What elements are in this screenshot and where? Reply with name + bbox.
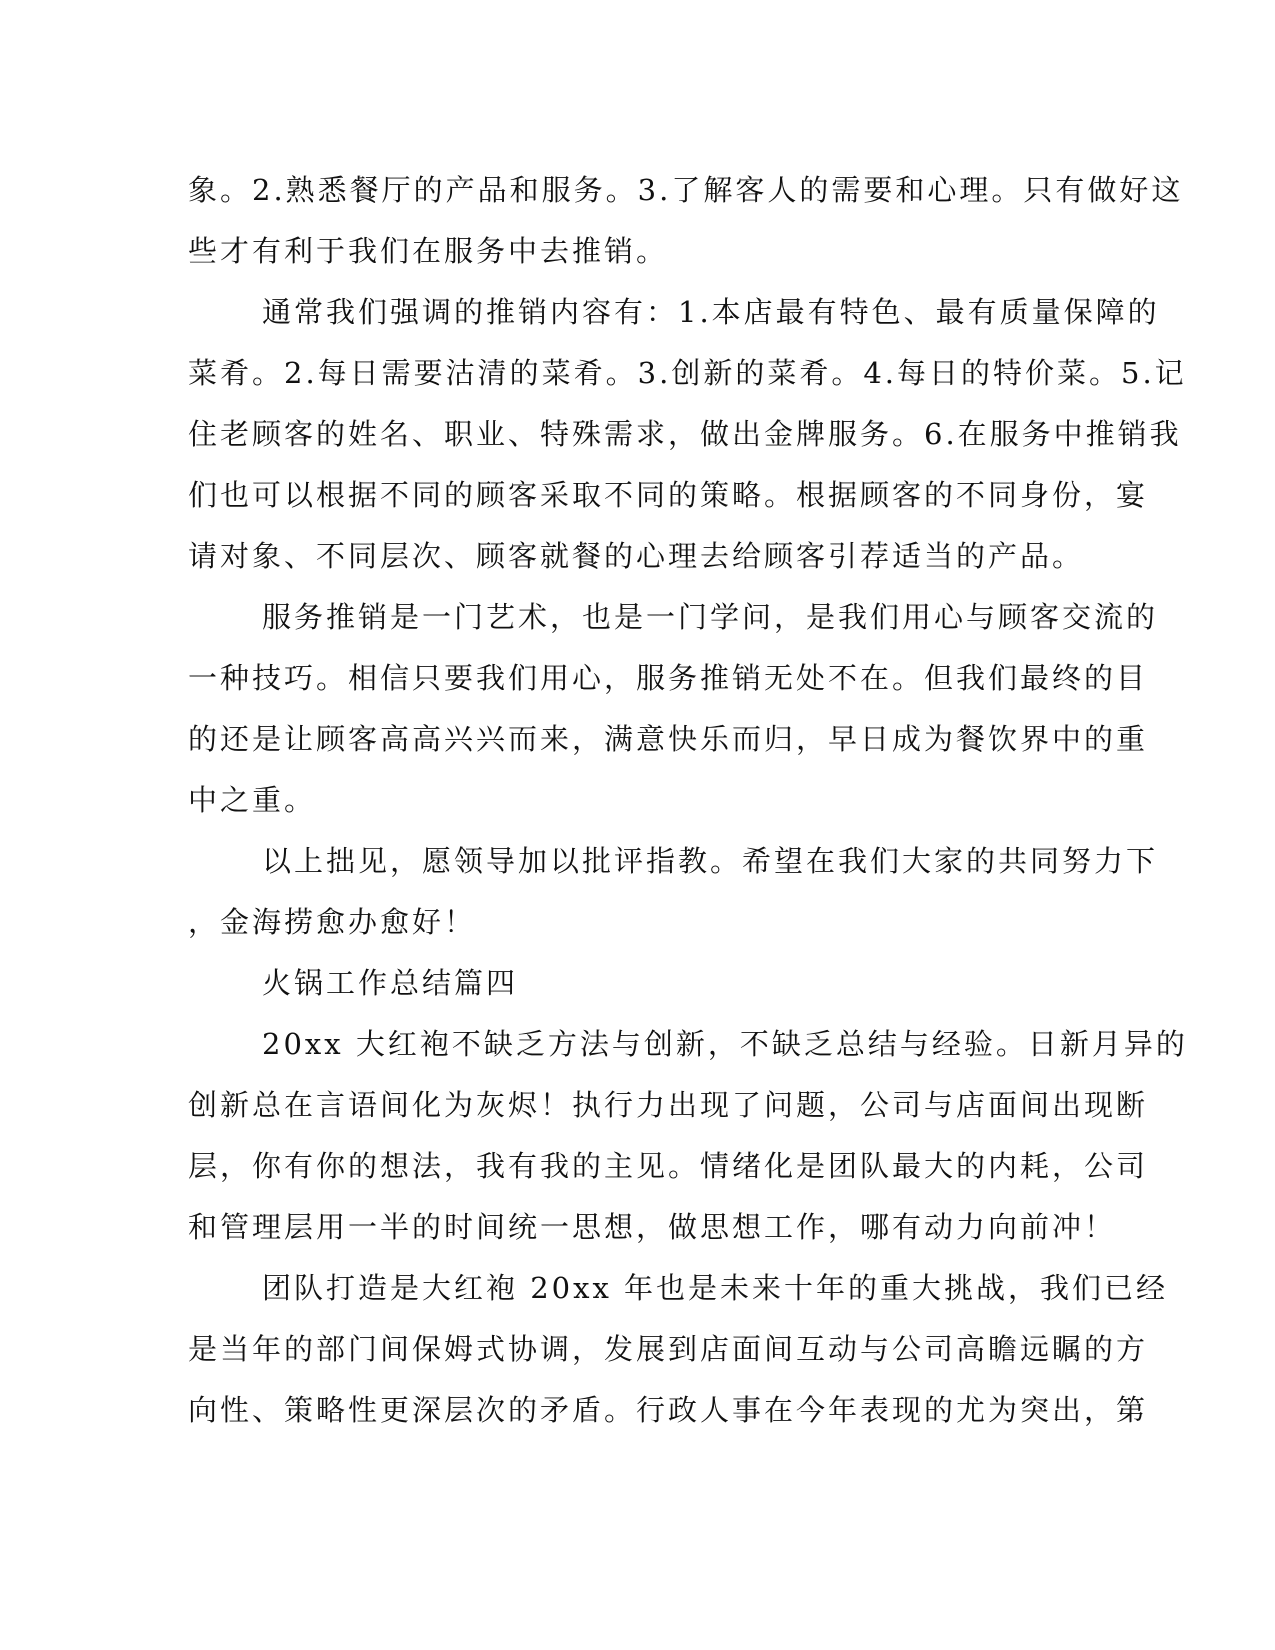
text-line-10: 的还是让顾客高高兴兴而来，满意快乐而归，早日成为餐饮界中的重 <box>188 722 1149 756</box>
text-line-17: 层，你有你的想法，我有我的主见。情绪化是团队最大的内耗，公司 <box>188 1149 1149 1183</box>
document-body <box>188 160 1188 1441</box>
section-heading: 火锅工作总结篇四 <box>262 966 519 1000</box>
text-line-4: 菜肴。2.每日需要沽清的菜肴。3.创新的菜肴。4.每日的特价菜。5.记 <box>188 356 1187 390</box>
text-line-6: 们也可以根据不同的顾客采取不同的策略。根据顾客的不同身份，宴 <box>188 478 1149 512</box>
text-line-16: 创新总在言语间化为灰烬！执行力出现了问题，公司与店面间出现断 <box>188 1088 1149 1122</box>
text-line-13: ，金海捞愈办愈好！ <box>188 905 477 939</box>
text-line-2: 些才有利于我们在服务中去推销。 <box>188 234 669 268</box>
text-line-20: 是当年的部门间保姆式协调，发展到店面间互动与公司高瞻远瞩的方 <box>188 1332 1149 1366</box>
text-line-11: 中之重。 <box>188 783 317 817</box>
text-line-18: 和管理层用一半的时间统一思想，做思想工作，哪有动力向前冲！ <box>188 1210 1117 1244</box>
text-line-1: 象。2.熟悉餐厅的产品和服务。3.了解客人的需要和心理。只有做好这 <box>188 173 1184 207</box>
text-line-8: 服务推销是一门艺术，也是一门学问，是我们用心与顾客交流的 <box>262 600 1159 634</box>
text-line-15: 20xx 大红袍不缺乏方法与创新，不缺乏总结与经验。日新月异的 <box>262 1027 1188 1061</box>
text-line-3: 通常我们强调的推销内容有：1.本店最有特色、最有质量保障的 <box>262 295 1160 329</box>
text-line-7: 请对象、不同层次、顾客就餐的心理去给顾客引荐适当的产品。 <box>188 539 1085 573</box>
text-line-9: 一种技巧。相信只要我们用心，服务推销无处不在。但我们最终的目 <box>188 661 1149 695</box>
text-line-5: 住老顾客的姓名、职业、特殊需求，做出金牌服务。6.在服务中推销我 <box>188 417 1182 451</box>
text-line-21: 向性、策略性更深层次的矛盾。行政人事在今年表现的尤为突出，第 <box>188 1393 1149 1427</box>
text-line-12: 以上拙见，愿领导加以批评指教。希望在我们大家的共同努力下 <box>262 844 1159 878</box>
text-line-19: 团队打造是大红袍 20xx 年也是未来十年的重大挑战，我们已经 <box>262 1271 1169 1305</box>
